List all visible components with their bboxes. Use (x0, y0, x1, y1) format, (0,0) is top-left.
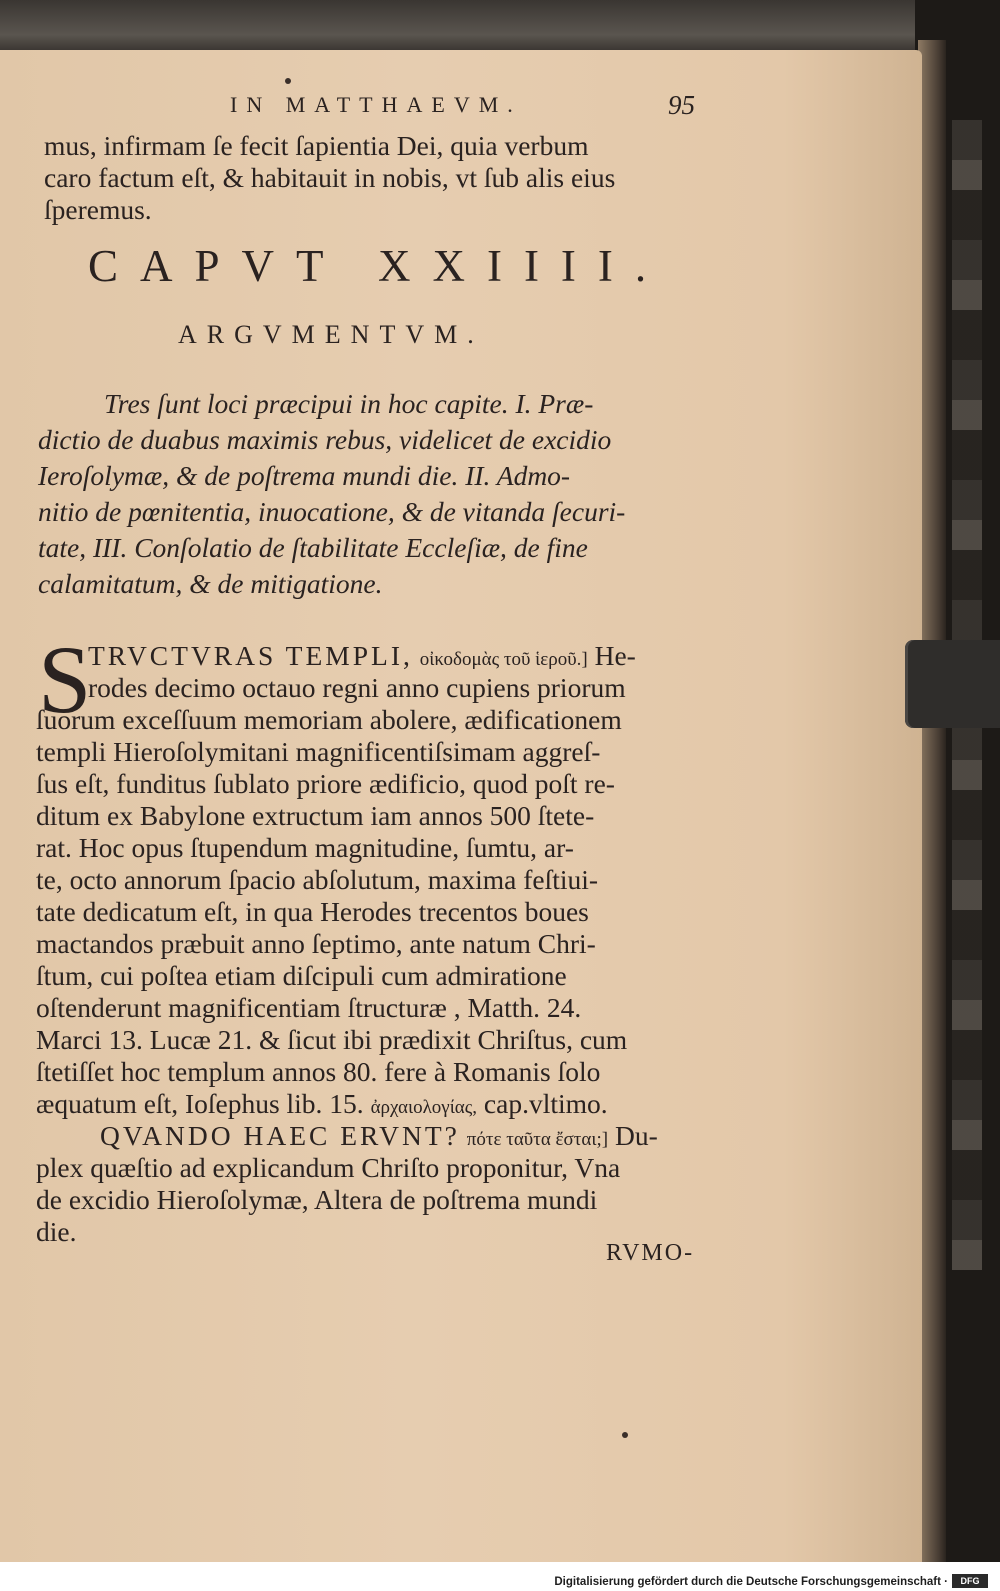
body-line-11: oſtenderunt magnificentiam ſtructuræ , Matth. 24. (36, 992, 582, 1023)
closing-line-2: de excidio Hieroſolymæ, Altera de poſtrema mundi (36, 1184, 598, 1215)
argument-line-2: dictio de duabus maximis rebus, videlicet de excidio (38, 424, 612, 455)
body-first-line-greek: οἰκοδομὰς τοῦ ἱεροῦ.] (419, 649, 588, 670)
body-line-3: templi Hieroſolymitani magnificentiſsimam aggreſ- (36, 736, 601, 767)
josephus-post: cap.vltimo. (483, 1088, 608, 1119)
body-line-9: mactandos præbuit anno ſeptimo, ante natum Chri- (36, 928, 596, 959)
body-line-13: ſtetiſſet hoc templum annos 80. fere à Romanis ſolo (36, 1056, 601, 1087)
argument-line-3: Ieroſolymæ, & de poſtrema mundi die. II. Admo- (38, 460, 571, 491)
chapter-title: CAPVT XXIIII. (88, 241, 669, 291)
argument-line-6: calamitatum, & de mitigatione. (38, 568, 383, 599)
running-header: IN MATTHAEVM. (230, 92, 522, 117)
closing-line-3: die. (36, 1216, 77, 1247)
argument-line-1: Tres ſunt loci præcipui in hoc capite. I. Præ- (104, 388, 594, 419)
footer-credit: Digitalisierung gefördert durch die Deutsche Forschungsgemeinschaft · (554, 1576, 948, 1588)
josephus-greek: ἀρχαιολογίας, (370, 1097, 478, 1118)
josephus-line (36, 1088, 608, 1124)
quando-greek: πότε ταῦτα ἔσται;] (466, 1129, 609, 1150)
body-line-7: te, octo annorum ſpacio abſolutum, maxima feſtiui- (36, 864, 599, 895)
catchword: RVMO- (606, 1240, 695, 1266)
body-line-10: ſtum, cui poſtea etiam diſcipuli cum admiratione (36, 960, 567, 991)
body-line-5: ditum ex Babylone extructum iam annos 500 ſtete- (36, 800, 595, 831)
top-line-2: caro factum eſt, & habitauit in nobis, vt ſub alis eius (44, 162, 616, 193)
quando-line (100, 1120, 658, 1156)
body-line-1: rodes decimo octauo regni anno cupiens priorum (88, 672, 626, 703)
body-first-line-caps: TRVCTVRAS TEMPLI, (88, 640, 413, 671)
bookmark-ribbon (905, 640, 1000, 728)
body-line-6: rat. Hoc opus ſtupendum magnitudine, ſumtu, ar- (36, 832, 574, 863)
body-line-12: Marci 13. Lucæ 21. & ſicut ibi prædixit Chriſtus, cum (36, 1024, 628, 1055)
dfg-logo: DFG (952, 1574, 988, 1588)
body-line-2: ſuorum exceſſuum memoriam abolere, ædificationem (36, 704, 622, 735)
body-line-8: tate dedicatum eſt, in qua Herodes trecentos boues (36, 896, 589, 927)
body-first-line-rest: He- (594, 640, 636, 671)
paper-speck (285, 78, 291, 84)
quando-rest: Du- (614, 1120, 658, 1151)
argument-line-5: tate, III. Conſolatio de ſtabilitate Eccleſiæ, de fine (38, 532, 588, 563)
argument-line-4: nitio de pœnitentia, inuocatione, & de vitanda ſecuri- (38, 496, 626, 527)
top-line-1: mus, infirmam ſe fecit ſapientia Dei, quia verbum (44, 130, 589, 161)
page-number: 95 (668, 90, 695, 120)
paper-speck (622, 1432, 628, 1438)
drop-cap: S (38, 626, 92, 733)
body-line-4: ſus eſt, funditus ſublato priore ædificio, quod poſt re- (36, 768, 615, 799)
argument-title: ARGVMENTVM. (178, 320, 484, 349)
josephus-pre: æquatum eſt, Ioſephus lib. 15. (36, 1088, 364, 1119)
page-edge (918, 40, 946, 1562)
body-first-line (88, 640, 636, 676)
quando-caps: QVANDO HAEC ERVNT? (100, 1120, 460, 1151)
top-line-3: ſperemus. (44, 194, 152, 225)
closing-line-1: plex quæſtio ad explicandum Chriſto proponitur, Vna (36, 1152, 621, 1183)
